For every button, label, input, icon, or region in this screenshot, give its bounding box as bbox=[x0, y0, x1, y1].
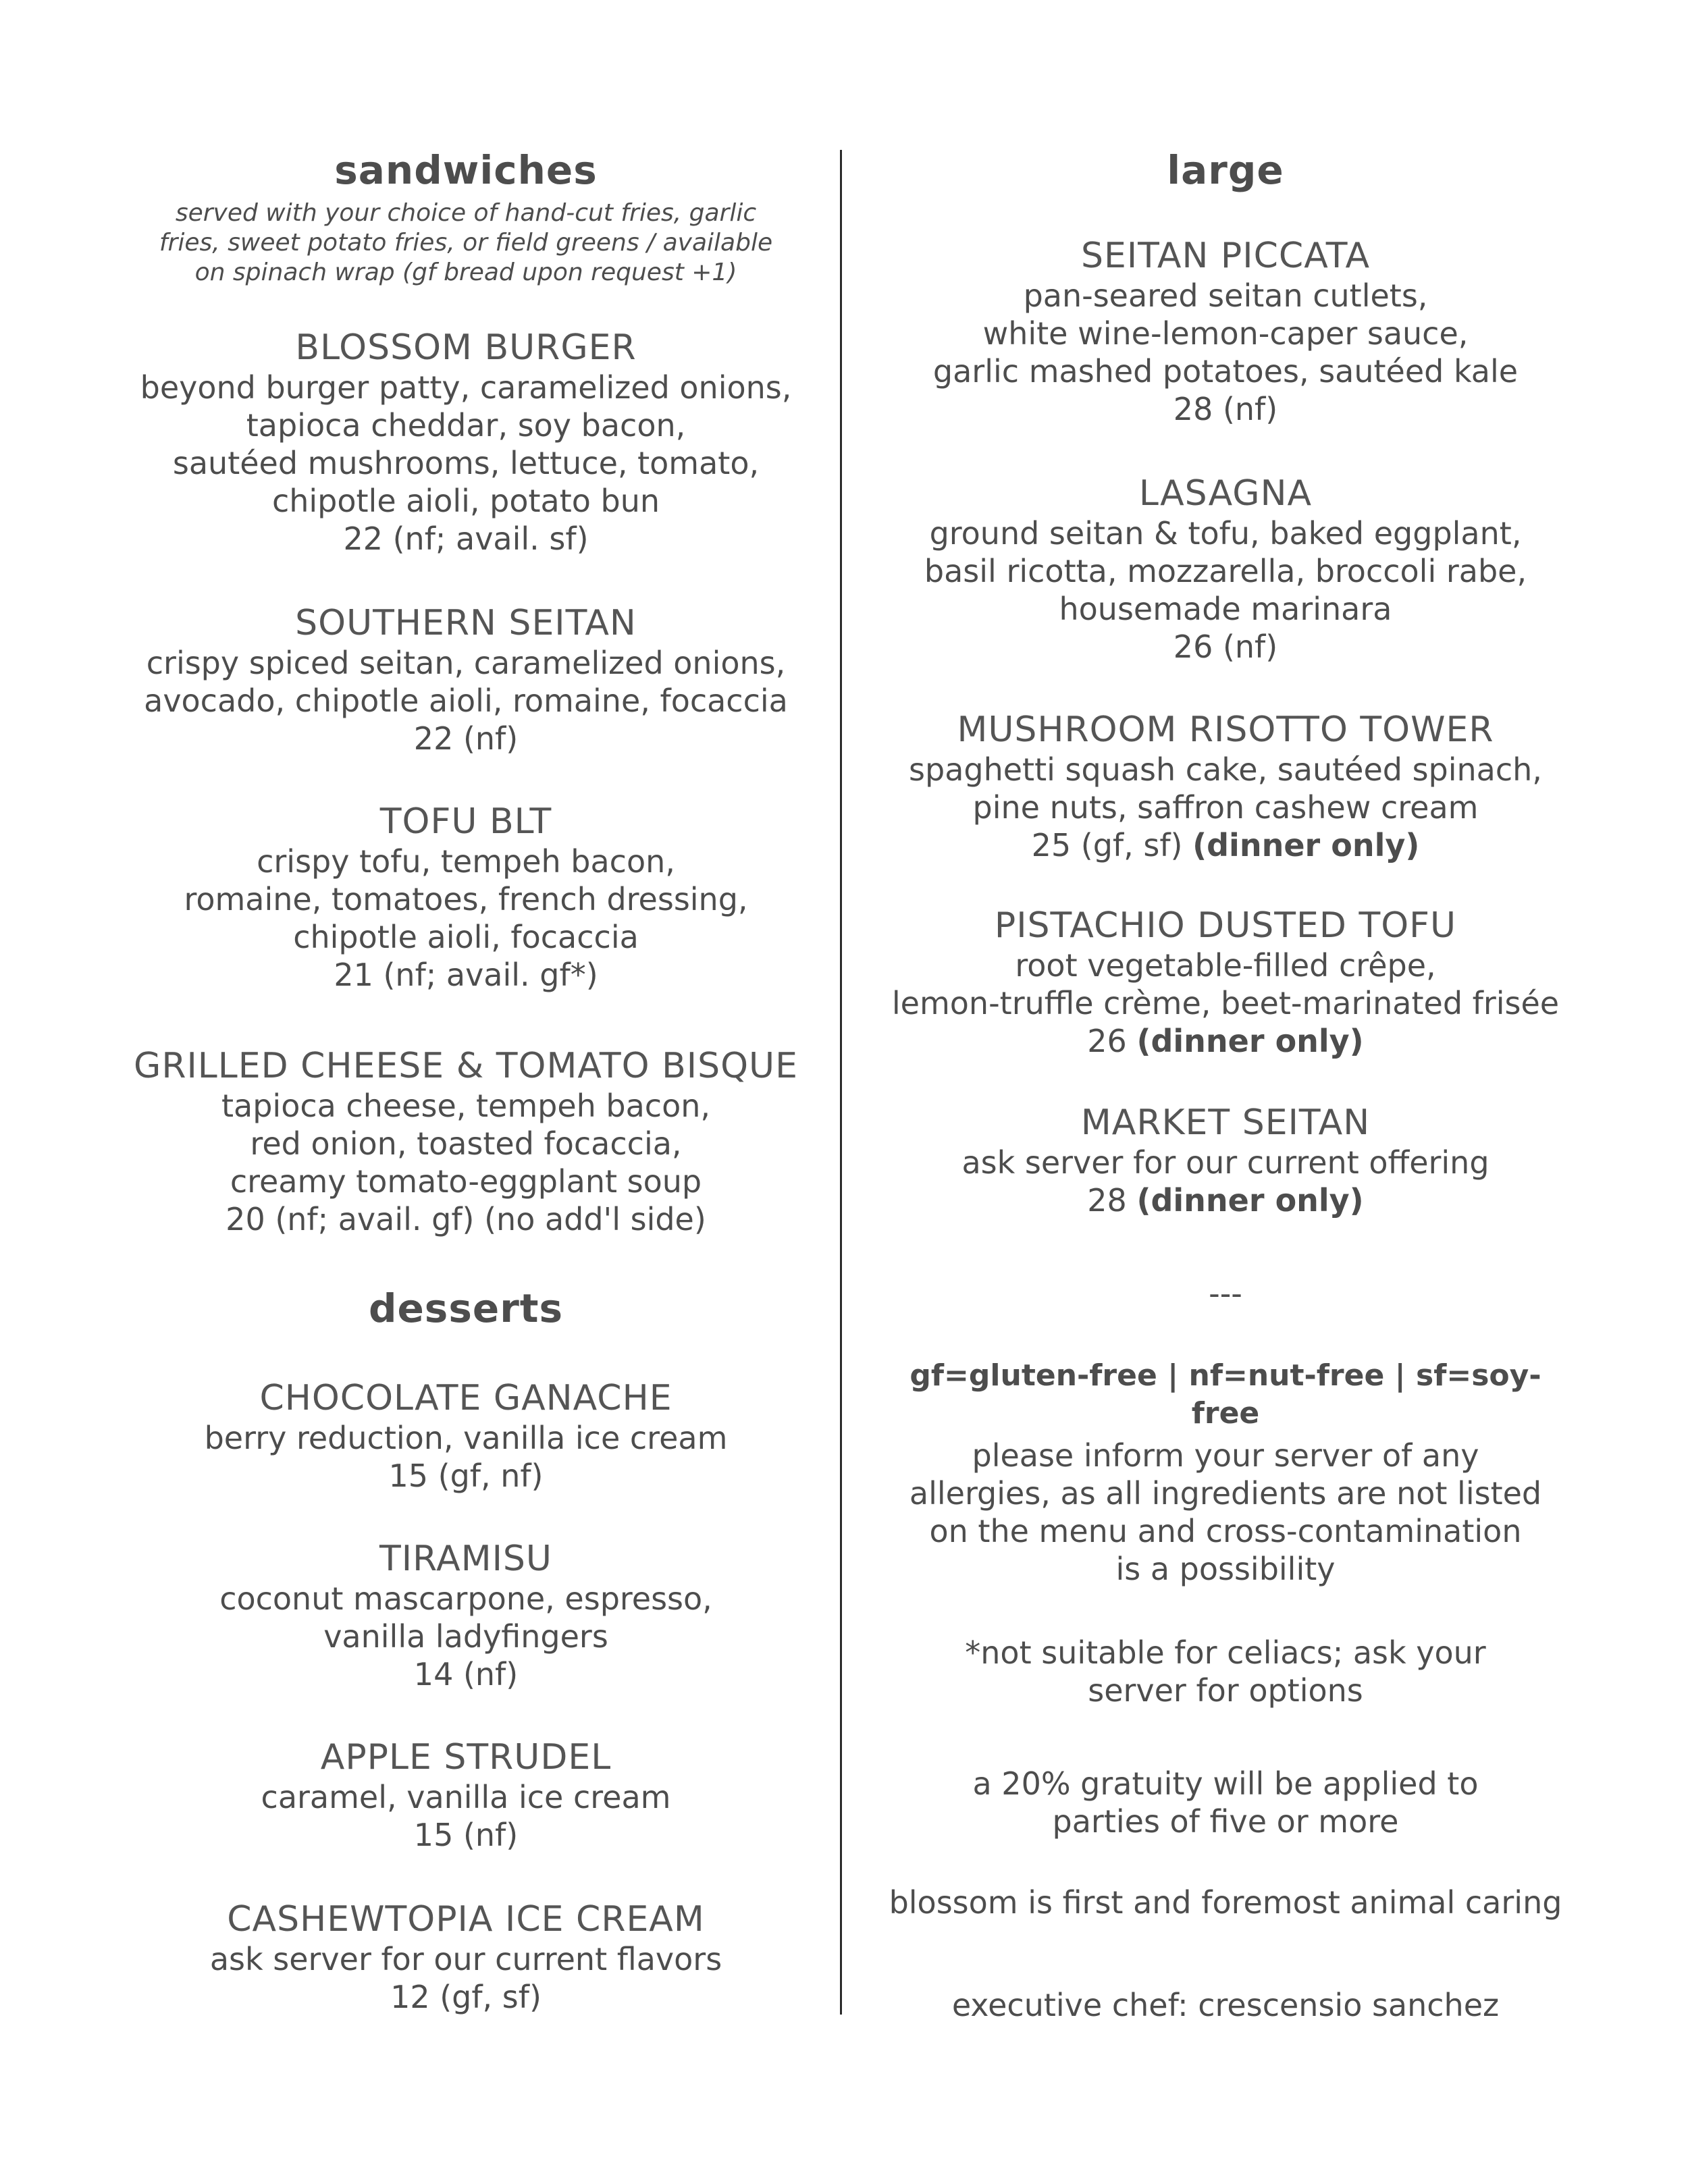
item-price-row bbox=[888, 826, 1563, 864]
dinner-only-note: (dinner only) bbox=[1192, 827, 1420, 863]
item-price: 26 (nf) bbox=[1173, 629, 1278, 665]
menu-item-market-seitan bbox=[888, 1102, 1563, 1219]
menu-item-mushroom-risotto bbox=[888, 709, 1563, 864]
item-name: SEITAN PICCATA bbox=[1080, 236, 1371, 276]
menu-item-cashewtopia bbox=[128, 1898, 803, 2016]
item-price: 12 (gf, sf) bbox=[390, 1979, 542, 2015]
item-description: chipotle aioli, potato bun bbox=[271, 483, 660, 519]
item-price: 20 (nf; avail. gf) (no add'l side) bbox=[226, 1201, 706, 1237]
notice-line: allergies, as all ingredients are not listed bbox=[909, 1475, 1542, 1512]
item-price: 14 (nf) bbox=[413, 1656, 519, 1693]
item-name: CASHEWTOPIA ICE CREAM bbox=[227, 1899, 705, 1940]
notice-line: a 20% gratuity will be applied to bbox=[972, 1765, 1479, 1802]
menu-item-southern-seitan bbox=[128, 602, 803, 757]
item-description: red onion, toasted focaccia, bbox=[250, 1125, 682, 1162]
item-description: vanilla ladyfingers bbox=[323, 1618, 608, 1655]
executive-chef: executive chef: crescensio sanchez bbox=[951, 1987, 1500, 2023]
diet-legend: gf=gluten-free | nf=nut-free | sf=soy-free bbox=[909, 1358, 1541, 1431]
menu-item-seitan-piccata bbox=[888, 235, 1563, 428]
menu-item-chocolate-ganache bbox=[128, 1377, 803, 1495]
menu-item-tofu-blt bbox=[128, 801, 803, 994]
note-line: fries, sweet potato fries, or field greens / available bbox=[159, 229, 773, 257]
item-description: avocado, chipotle aioli, romaine, focaccia bbox=[144, 683, 788, 719]
item-description: tapioca cheese, tempeh bacon, bbox=[221, 1088, 711, 1124]
allergy-notice bbox=[888, 1437, 1563, 1588]
menu-item-lasagna bbox=[888, 473, 1563, 666]
item-name: TOFU BLT bbox=[379, 801, 552, 842]
item-name: GRILLED CHEESE & TOMATO BISQUE bbox=[134, 1046, 798, 1086]
item-description: garlic mashed potatoes, sautéed kale bbox=[932, 353, 1519, 390]
menu-item-tiramisu bbox=[128, 1538, 803, 1693]
item-price: 15 (nf) bbox=[413, 1817, 519, 1853]
section-title-desserts: desserts bbox=[368, 1285, 564, 1331]
celiac-notice bbox=[888, 1634, 1563, 1709]
item-price-row bbox=[888, 1181, 1563, 1219]
item-description: ground seitan & tofu, baked eggplant, bbox=[929, 515, 1522, 552]
notice-line: please inform your server of any bbox=[972, 1437, 1479, 1474]
menu-item-blossom-burger bbox=[128, 327, 803, 558]
item-name: SOUTHERN SEITAN bbox=[295, 603, 637, 643]
item-price: 22 (nf) bbox=[413, 720, 519, 757]
item-description: lemon-truffle crème, beet-marinated frisée bbox=[891, 985, 1560, 1021]
column-divider bbox=[840, 150, 842, 2015]
item-price: 21 (nf; avail. gf*) bbox=[334, 957, 598, 993]
item-description: sautéed mushrooms, lettuce, tomato, bbox=[172, 445, 760, 481]
notice-line: server for options bbox=[1088, 1672, 1363, 1709]
animal-caring-note: blossom is first and foremost animal caring bbox=[889, 1884, 1562, 1921]
item-description: ask server for our current offering bbox=[961, 1144, 1489, 1181]
item-price: 15 (gf, nf) bbox=[388, 1458, 544, 1494]
item-description: beyond burger patty, caramelized onions, bbox=[140, 369, 792, 406]
notice-line: *not suitable for celiacs; ask your bbox=[965, 1634, 1486, 1671]
item-price: 25 (gf, sf) bbox=[1031, 827, 1183, 863]
item-description: basil ricotta, mozzarella, broccoli rabe, bbox=[924, 553, 1527, 589]
gratuity-notice bbox=[888, 1765, 1563, 1840]
menu-item-apple-strudel bbox=[128, 1736, 803, 1854]
item-price: 28 bbox=[1087, 1182, 1127, 1219]
item-price: 22 (nf; avail. sf) bbox=[343, 521, 589, 557]
note-line: served with your choice of hand-cut fries, garlic bbox=[175, 199, 757, 227]
item-description: creamy tomato-eggplant soup bbox=[230, 1163, 702, 1200]
item-description: white wine-lemon-caper sauce, bbox=[982, 315, 1469, 352]
sandwiches-note bbox=[128, 198, 803, 288]
dinner-only-note: (dinner only) bbox=[1136, 1182, 1364, 1219]
item-description: berry reduction, vanilla ice cream bbox=[204, 1420, 728, 1456]
dinner-only-note: (dinner only) bbox=[1136, 1023, 1364, 1059]
notice-line: is a possibility bbox=[1115, 1551, 1336, 1587]
item-description: ask server for our current flavors bbox=[209, 1941, 722, 1977]
item-price-row bbox=[888, 1022, 1563, 1060]
notice-line: on the menu and cross-contamination bbox=[929, 1513, 1522, 1549]
item-description: coconut mascarpone, espresso, bbox=[219, 1580, 712, 1617]
item-description: housemade marinara bbox=[1059, 591, 1392, 627]
item-description: caramel, vanilla ice cream bbox=[261, 1779, 671, 1815]
section-title-sandwiches: sandwiches bbox=[334, 147, 598, 193]
item-name: PISTACHIO DUSTED TOFU bbox=[994, 905, 1457, 946]
item-name: MARKET SEITAN bbox=[1080, 1102, 1371, 1143]
menu-item-pistachio-tofu bbox=[888, 905, 1563, 1060]
item-description: chipotle aioli, focaccia bbox=[293, 919, 639, 955]
item-description: tapioca cheddar, soy bacon, bbox=[246, 407, 686, 444]
notice-line: parties of five or more bbox=[1052, 1803, 1399, 1840]
item-name: LASAGNA bbox=[1138, 473, 1313, 514]
note-line: on spinach wrap (gf bread upon request +1) bbox=[194, 259, 737, 286]
section-title-large: large bbox=[1167, 147, 1284, 193]
item-name: BLOSSOM BURGER bbox=[295, 327, 637, 368]
item-description: root vegetable-filled crêpe, bbox=[1015, 947, 1436, 984]
item-description: romaine, tomatoes, french dressing, bbox=[184, 881, 748, 917]
item-price: 26 bbox=[1087, 1023, 1127, 1059]
item-description: crispy tofu, tempeh bacon, bbox=[257, 843, 675, 880]
item-price: 28 (nf) bbox=[1173, 391, 1278, 427]
separator: --- bbox=[1209, 1275, 1242, 1312]
item-name: APPLE STRUDEL bbox=[320, 1737, 612, 1778]
item-name: CHOCOLATE GANACHE bbox=[259, 1378, 672, 1418]
menu-item-grilled-cheese bbox=[128, 1045, 803, 1238]
item-description: pine nuts, saffron cashew cream bbox=[972, 789, 1479, 826]
item-description: crispy spiced seitan, caramelized onions, bbox=[146, 645, 786, 681]
item-name: MUSHROOM RISOTTO TOWER bbox=[957, 710, 1494, 750]
item-description: pan-seared seitan cutlets, bbox=[1023, 277, 1428, 314]
item-description: spaghetti squash cake, sautéed spinach, bbox=[909, 751, 1542, 788]
item-name: TIRAMISU bbox=[379, 1539, 552, 1579]
